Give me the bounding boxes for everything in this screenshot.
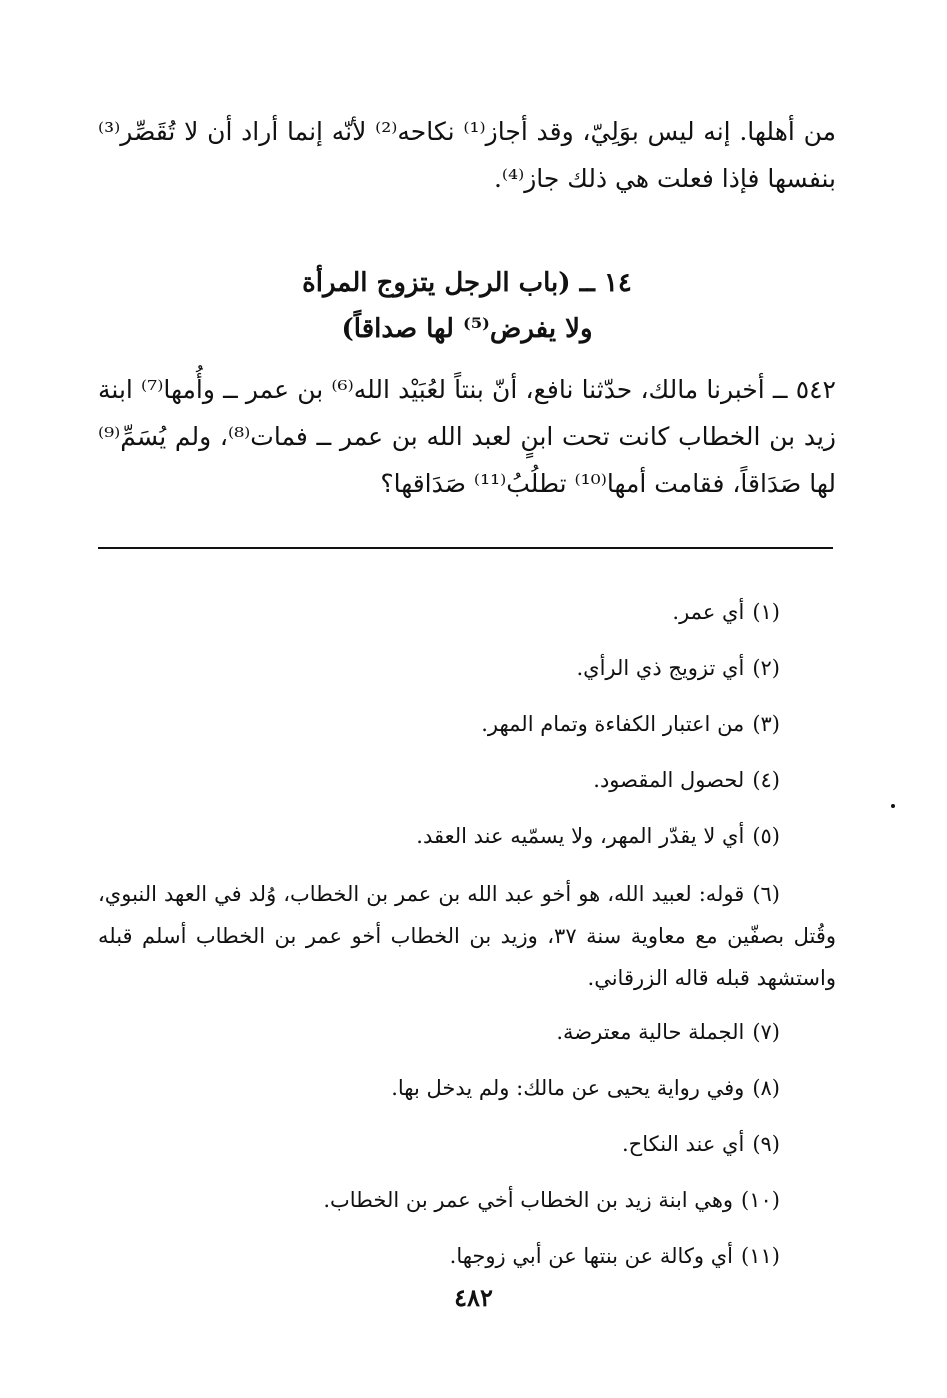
footnote-text: لحصول المقصود. <box>593 768 745 792</box>
footnote-3 <box>98 705 836 743</box>
footnote-1 <box>98 593 836 631</box>
footnote-9 <box>98 1125 836 1163</box>
footnote-text: أي عند النكاح. <box>622 1132 745 1156</box>
chapter-heading-line-1: ١٤ ــ (باب الرجل يتزوج المرأة <box>302 268 632 298</box>
footnote-text: الجملة حالية معترضة. <box>556 1020 745 1044</box>
footnote-text: أي عمر. <box>672 600 745 624</box>
footnote-text: قوله: لعبيد الله، هو أخو عبد الله بن عمر بن الخطاب، وُلد في العهد النبوي، وقُتل بصفّين مع معاوية سنة ٣٧، وزيد بن الخطاب أخو عمر بن الخطاب أسلم قبله واستشهد قبله قاله الزرقاني. <box>98 882 837 990</box>
footnote-number: (٧) <box>752 1020 780 1044</box>
footnote-text: وهي ابنة زيد بن الخطاب أخي عمر بن الخطاب. <box>323 1188 734 1212</box>
footnote-number: (٣) <box>752 712 780 736</box>
main-text <box>98 108 836 507</box>
footnotes <box>98 593 836 1293</box>
hadith-text: ٥٤٢ ــ أخبرنا مالك، حدّثنا نافع، أنّ بنتاً لعُبَيْد الله⁽⁶⁾ بن عمر ــ وأُمها⁽⁷⁾ ابنة زيد بن الخطاب كانت تحت ابنٍ لعبد الله بن عمر ــ فمات⁽⁸⁾، ولم يُسَمِّ⁽⁹⁾ لها صَدَاقاً، فقامت أمها⁽¹⁰⁾ تطلُبُ⁽¹¹⁾ صَدَاقها؟ <box>98 375 836 498</box>
footnote-number: (١١) <box>741 1244 780 1268</box>
footnote-number: (٥) <box>752 824 780 848</box>
footnote-2 <box>98 649 836 687</box>
footnote-text: أي لا يقدّر المهر، ولا يسمّيه عند العقد. <box>416 824 745 848</box>
footnote-number: (٢) <box>752 656 780 680</box>
chapter-heading <box>98 260 836 352</box>
footnote-number: (١٠) <box>741 1188 780 1212</box>
footnote-11 <box>98 1237 836 1275</box>
footnote-number: (١) <box>752 600 780 624</box>
footnote-text: من اعتبار الكفاءة وتمام المهر. <box>481 712 745 736</box>
footnote-text: أي تزويج ذي الرأي. <box>576 656 745 680</box>
footnote-number: (٩) <box>752 1132 780 1156</box>
page-number: ٤٨٢ <box>454 1283 493 1312</box>
chapter-heading-line-2: ولا يفرض⁽⁵⁾ لها صداقاً) <box>341 314 593 344</box>
footnote-4 <box>98 761 836 799</box>
top-paragraph: من أهلها. إنه ليس بوَلِيّ، وقد أجاز⁽¹⁾ نكاحه⁽²⁾ لأنّه إنما أراد أن لا تُقَصِّر⁽³⁾ بنفسها فإذا فعلت هي ذلك جاز⁽⁴⁾. <box>98 117 837 193</box>
footnote-number: (٦) <box>752 882 780 906</box>
footnote-6 <box>98 873 836 999</box>
footnote-number: (٤) <box>752 768 780 792</box>
footnote-number: (٨) <box>752 1076 780 1100</box>
footnote-separator <box>98 547 833 549</box>
footnote-5 <box>98 817 836 855</box>
footnote-7 <box>98 1013 836 1051</box>
stray-dot-mark <box>891 804 895 808</box>
footnote-text: وفي رواية يحيى عن مالك: ولم يدخل بها. <box>391 1076 745 1100</box>
footnote-text: أي وكالة عن بنتها عن أبي زوجها. <box>449 1244 734 1268</box>
footnote-10 <box>98 1181 836 1219</box>
footnote-8 <box>98 1069 836 1107</box>
